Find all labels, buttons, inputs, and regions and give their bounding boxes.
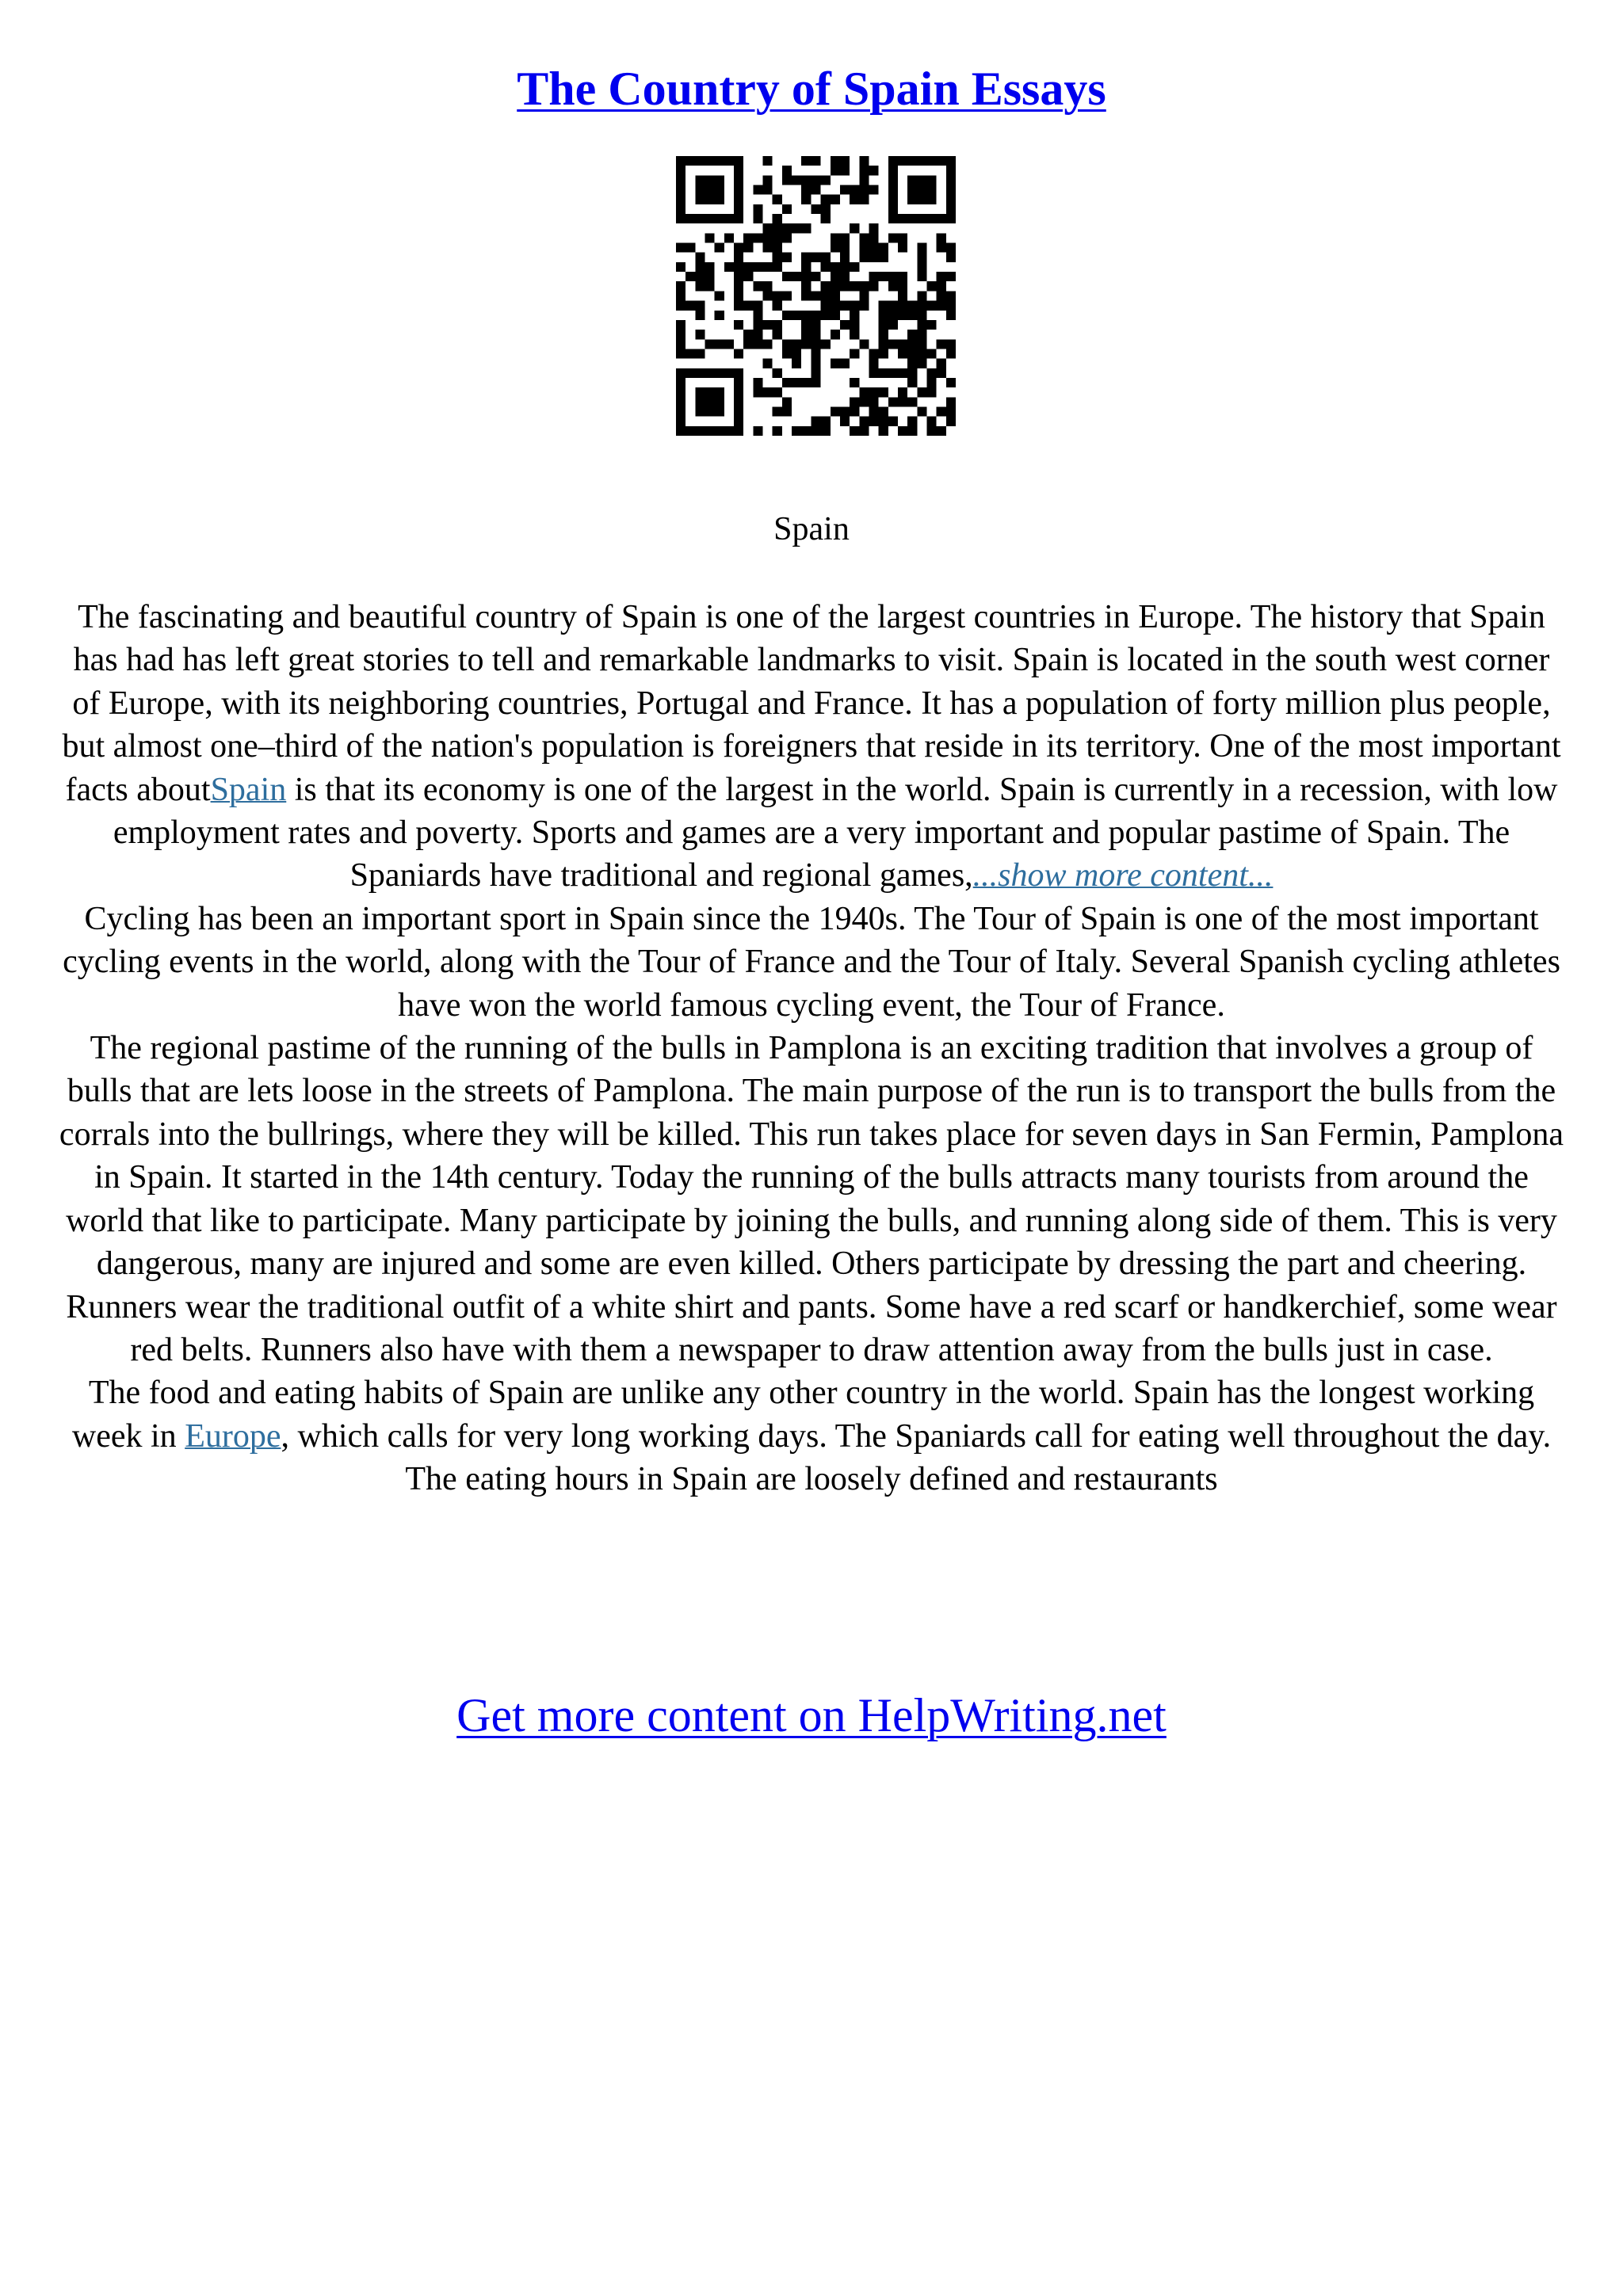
europe-link[interactable]: Europe — [185, 1417, 281, 1455]
paragraph-4 — [55, 1371, 1568, 1501]
essay-body — [55, 596, 1568, 1501]
show-more-link[interactable]: ...show more content... — [972, 857, 1274, 894]
paragraph-1-text-a: The fascinating and beautiful country of Spain is one of the largest countries in Europe. The history that Spain has had has left great stories to tell and remarkable landmarks to visit. Spain is located in the south west corner of Europe, with its neighboring countries, Portugal and France. It has a population of forty million plus people, but almost one–third of the nation's population is foreigners that reside in its territory. One of the most important facts about — [62, 599, 1561, 808]
document-title — [0, 55, 1623, 122]
spain-link[interactable]: Spain — [210, 771, 287, 808]
qr-code-icon — [676, 156, 956, 436]
paragraph-1 — [55, 596, 1568, 898]
title-link[interactable]: The Country of Spain Essays — [517, 63, 1106, 115]
paragraph-3: The regional pastime of the running of the bulls in Pamplona is an exciting tradition that involves a group of bulls that are lets loose in the streets of Pamplona. The main purpose of the run is to transport the bulls from the corrals into the bullrings, where they will be killed. This run takes place for seven days in San Fermin, Pamplona in Spain. It started in the 14th century. Today the running of the bulls attracts many tourists from around the world that like to participate. Many participate by joining the bulls, and running along side of them. This is very dangerous, many are injured and some are even killed. Others participate by dressing the part and cheering. Runners wear the traditional outfit of a white shirt and pants. Some have a red scarf or handkerchief, some wear red belts. Runners also have with them a newspaper to draw attention away from the bulls just in case. — [59, 1030, 1564, 1368]
get-more-content-link[interactable]: Get more content on HelpWriting.net — [456, 1689, 1167, 1741]
paragraph-2: Cycling has been an important sport in Spain since the 1940s. The Tour of Spain is one of the most important cycling events in the world, along with the Tour of France and the Tour of Italy. Several Spanish cycling athletes have won the world famous cycling event, the Tour of France. — [63, 900, 1560, 1024]
essay-heading: Spain — [773, 511, 850, 547]
qr-code-graphic — [676, 156, 956, 436]
paragraph-1-text-b: is that its economy is one of the largest in the world. Spain is currently in a recession, with low employment rates and poverty. Sports and games are a very important and popular pastime of Spain. The Spaniards have traditional and regional games, — [113, 771, 1558, 894]
paragraph-4-text-a: The food and eating habits of Spain are unlike any other country in the world. Spain has the longest working week in — [71, 1375, 1535, 1455]
paragraph-4-text-b: , which calls for very long working days. The Spaniards call for eating well throughout the day. The eating hours in Spain are loosely defined and restaurants — [281, 1417, 1552, 1498]
footer — [0, 1684, 1623, 1747]
